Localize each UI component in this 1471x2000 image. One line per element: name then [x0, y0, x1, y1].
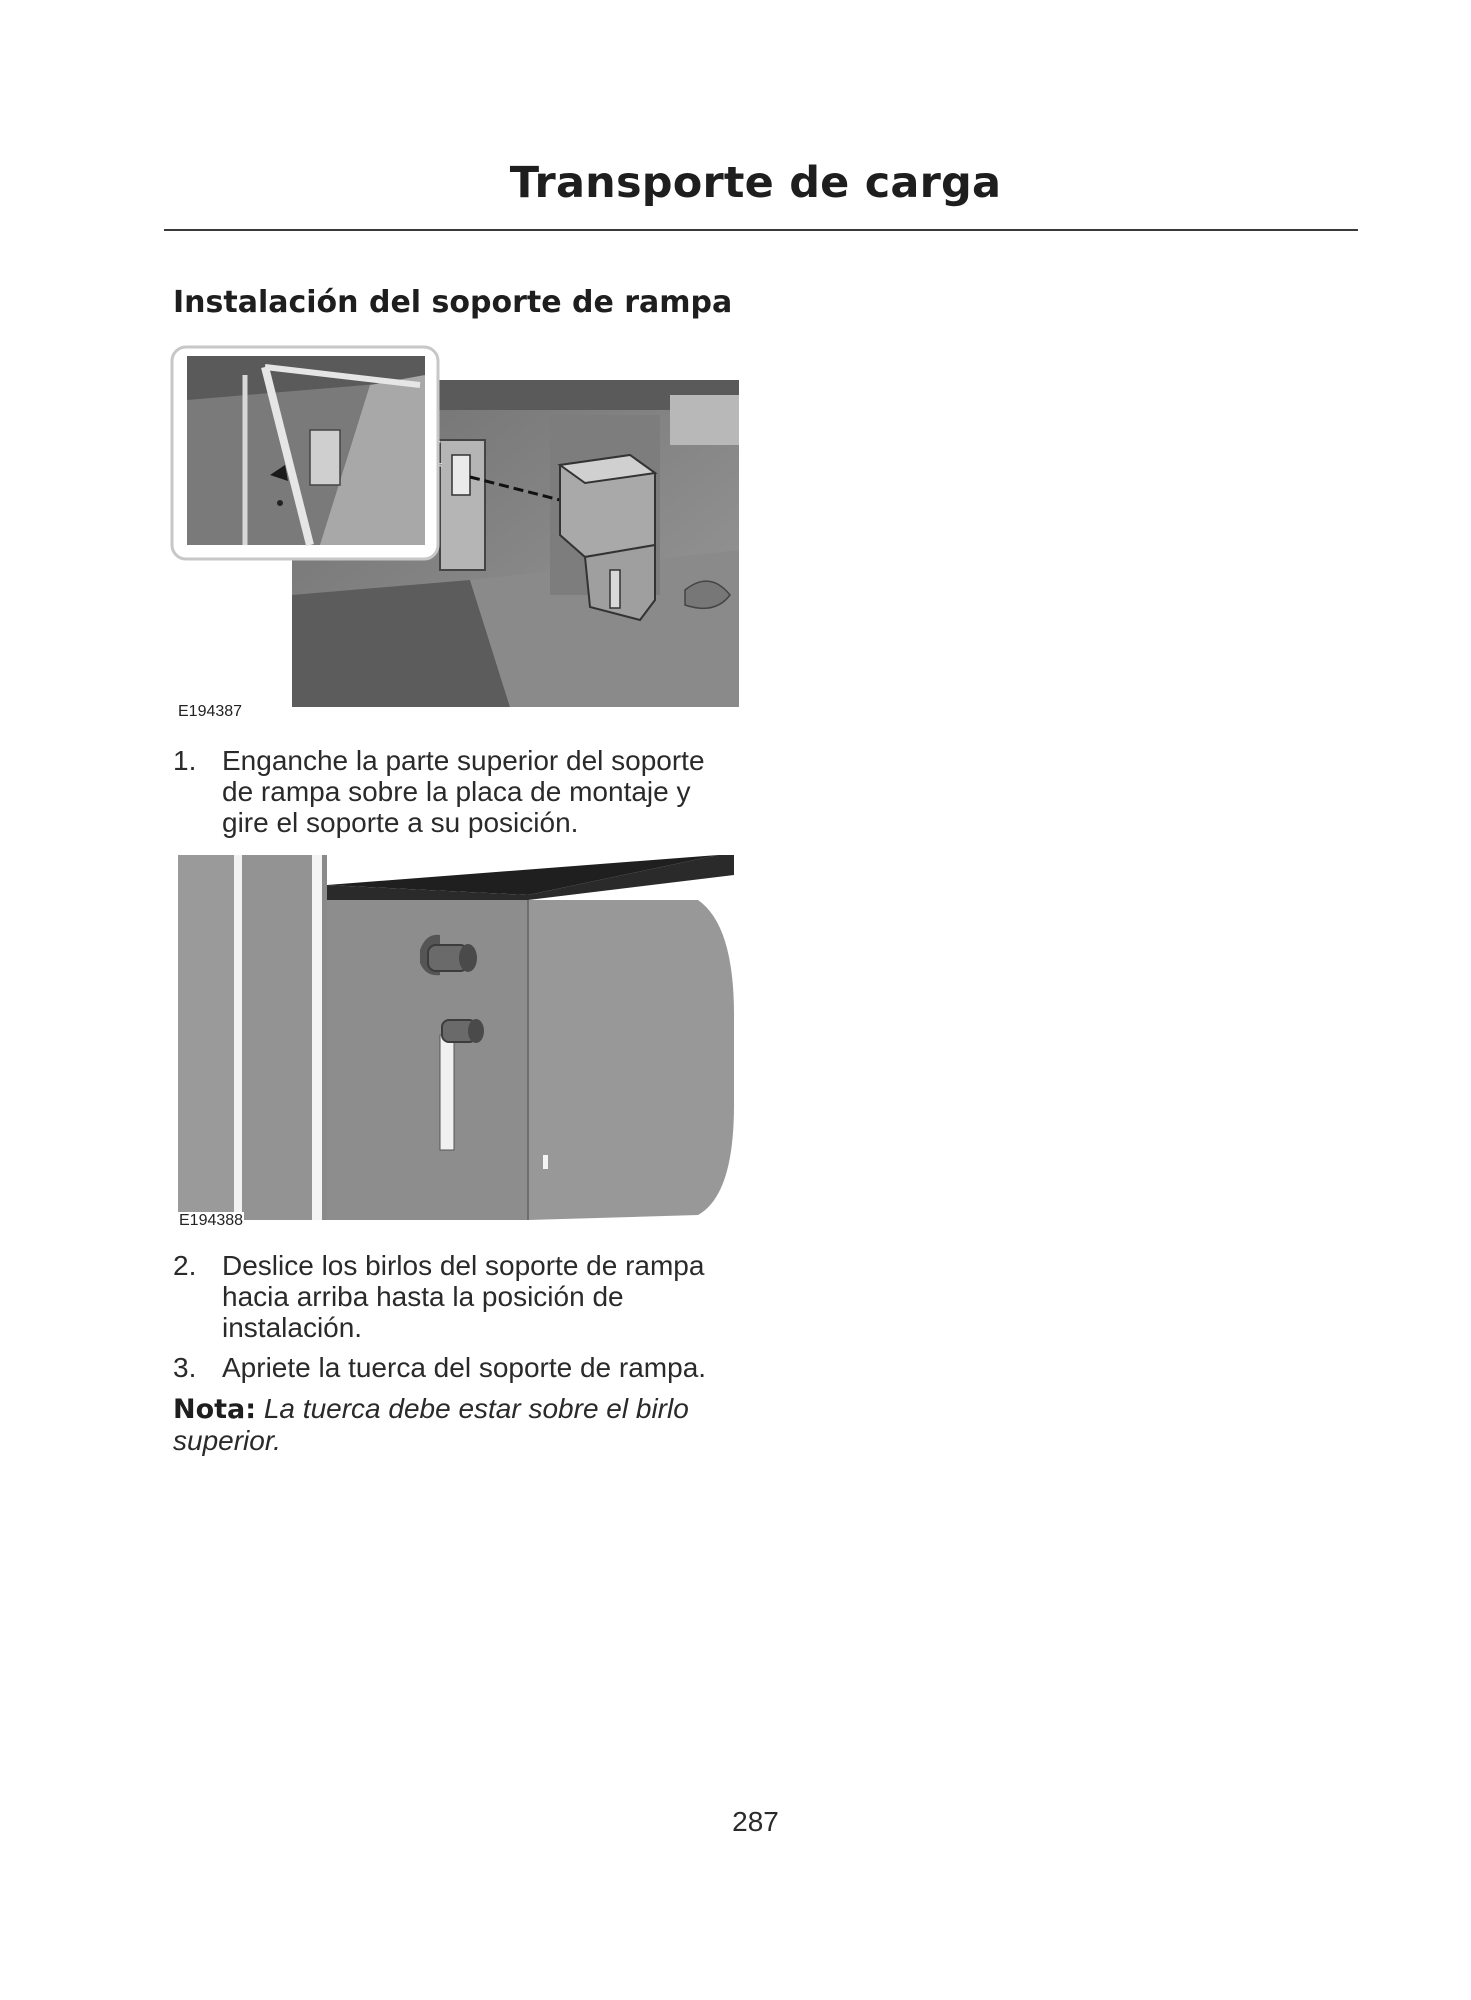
step-number: 1. — [173, 745, 197, 776]
figure-code: E194387 — [178, 703, 243, 720]
step-text: Enganche la parte superior del soporte de rampa sobre la placa de montaje y gire el soporte a su posición. — [222, 745, 705, 838]
ramp-bracket-studs-illustration — [178, 855, 734, 1230]
figure-code: E194388 — [179, 1212, 244, 1229]
note-text: La tuerca debe estar sobre el birlo superior. — [173, 1393, 689, 1456]
section-heading: Instalación del soporte de rampa — [173, 285, 733, 320]
ramp-bracket-mounting-illustration — [170, 345, 740, 720]
step-number: 3. — [173, 1352, 197, 1383]
step-text: Apriete la tuerca del soporte de rampa. — [222, 1352, 707, 1383]
page-number: 287 — [732, 1806, 779, 1837]
note-label: Nota: — [173, 1394, 257, 1425]
note — [173, 1393, 733, 1456]
page-title: Transporte de carga — [509, 158, 1002, 208]
title-divider — [164, 229, 1358, 231]
step-text: Deslice los birlos del soporte de rampa hacia arriba hasta la posición de instalación. — [222, 1250, 705, 1343]
step-number: 2. — [173, 1250, 197, 1281]
figure-ramp-bracket-studs — [178, 855, 734, 1230]
figure-ramp-bracket-mounting — [170, 345, 740, 720]
